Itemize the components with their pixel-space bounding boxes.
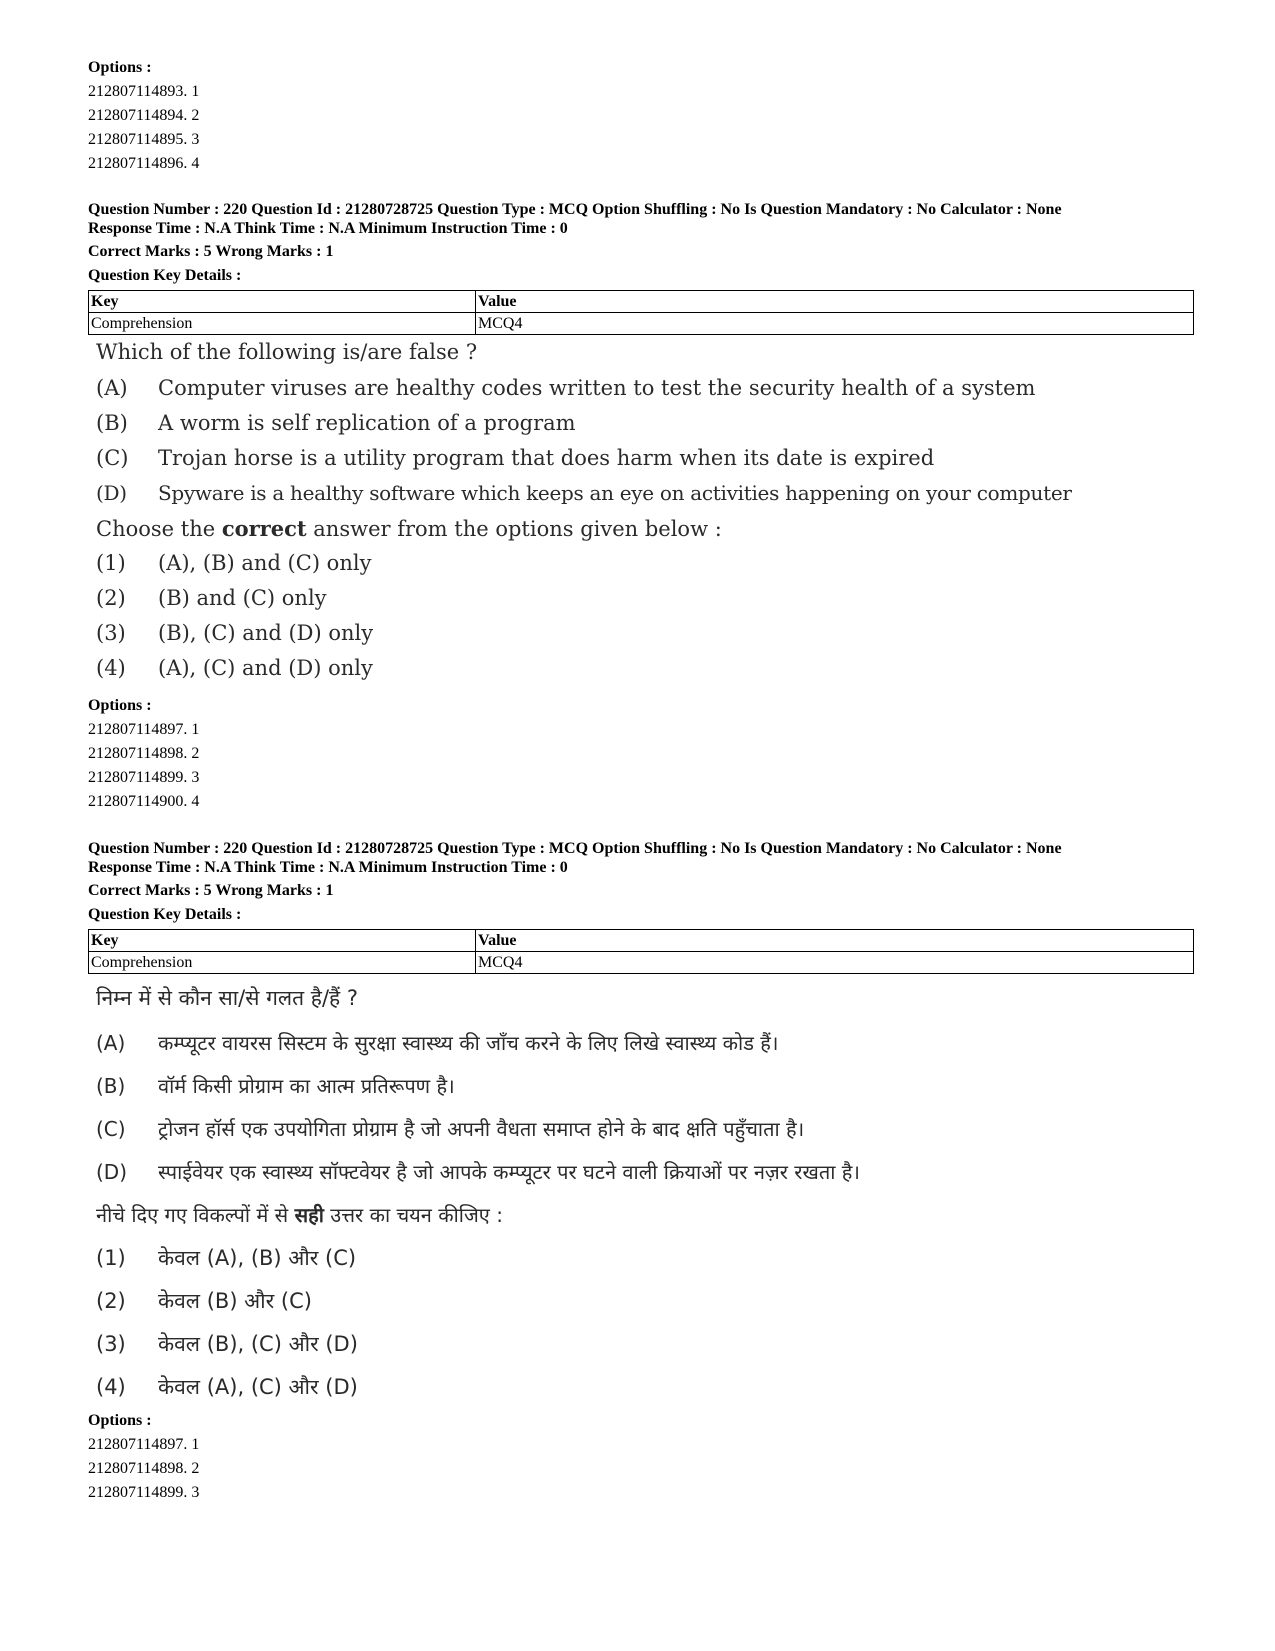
statement-label: (B) — [96, 1074, 126, 1098]
answer-label: (2) — [96, 586, 126, 610]
choose-text-bold: correct — [221, 516, 307, 541]
statement-label: (A) — [96, 376, 128, 400]
table-header-key: Key — [89, 930, 476, 952]
statement — [96, 1072, 455, 1099]
answer-choice — [96, 1244, 356, 1272]
marks-line: Correct Marks : 5 Wrong Marks : 1 — [88, 243, 334, 260]
option-item: 212807114900. 4 — [88, 793, 200, 810]
question-prompt: Which of the following is/are false ? — [96, 340, 478, 364]
answer-choice — [96, 1287, 312, 1315]
table-cell-key: Comprehension — [89, 313, 476, 335]
answer-text: (A), (B) and (C) only — [158, 551, 372, 575]
options-list — [88, 694, 199, 814]
statement-text: A worm is self replication of a program — [158, 411, 576, 435]
statement-text: वॉर्म किसी प्रोग्राम का आत्म प्रतिरूपण है। — [158, 1074, 455, 1098]
statement-label: (B) — [96, 411, 128, 435]
meta-line-1: Question Number : 220 Question Id : 21280728725 Question Type : MCQ Option Shuffling : No Is Question Mandatory : No Calculator : None — [88, 201, 1062, 218]
marks-line: Correct Marks : 5 Wrong Marks : 1 — [88, 882, 334, 899]
answer-text: केवल (B) और (C) — [158, 1289, 312, 1313]
statement-text: Computer viruses are healthy codes written to test the security health of a system — [158, 376, 1036, 400]
statement — [96, 1029, 778, 1056]
key-value-table — [88, 929, 1194, 974]
key-details-label: Question Key Details : — [88, 906, 242, 923]
table-cell-value: MCQ4 — [476, 313, 1194, 335]
answer-text: (B), (C) and (D) only — [158, 621, 374, 645]
statement — [96, 1158, 860, 1185]
statement-text: Spyware is a healthy software which keeps an eye on activities happening on your computer — [158, 481, 1072, 505]
statement-label: (C) — [96, 1117, 126, 1141]
answer-label: (4) — [96, 656, 126, 680]
meta-line-2: Response Time : N.A Think Time : N.A Minimum Instruction Time : 0 — [88, 859, 568, 876]
question-image-english — [96, 340, 1206, 690]
table-header-value: Value — [476, 930, 1194, 952]
statement-label: (C) — [96, 446, 129, 470]
statement — [96, 446, 934, 470]
choose-instruction — [96, 1201, 503, 1228]
top-options — [88, 56, 199, 176]
answer-choice — [96, 551, 371, 575]
answer-choice — [96, 1330, 358, 1358]
choose-text-post: उत्तर का चयन कीजिए : — [323, 1203, 503, 1227]
answer-label: (2) — [96, 1289, 126, 1313]
table-header-key: Key — [89, 291, 476, 313]
table-cell-key: Comprehension — [89, 952, 476, 974]
statement-text: स्पाईवेयर एक स्वास्थ्य सॉफ्टवेयर है जो आपके कम्प्यूटर पर घटने वाली क्रियाओं पर नज़र रखता है। — [158, 1160, 860, 1184]
key-details-label: Question Key Details : — [88, 267, 242, 284]
option-item: 212807114899. 3 — [88, 1484, 200, 1501]
statement-text: Trojan horse is a utility program that does harm when its date is expired — [158, 446, 935, 470]
option-item: 212807114895. 3 — [88, 131, 200, 148]
answer-label: (1) — [96, 1246, 126, 1270]
key-value-table — [88, 290, 1194, 335]
answer-text: केवल (A), (C) और (D) — [158, 1375, 358, 1399]
option-item: 212807114894. 2 — [88, 107, 200, 124]
statement — [96, 481, 1072, 505]
meta-line-2: Response Time : N.A Think Time : N.A Minimum Instruction Time : 0 — [88, 220, 568, 237]
option-item: 212807114897. 1 — [88, 721, 200, 738]
table-header-row — [89, 930, 1194, 952]
option-item: 212807114897. 1 — [88, 1436, 200, 1453]
answer-choice — [96, 656, 373, 680]
statement-text: ट्रोजन हॉर्स एक उपयोगिता प्रोग्राम है जो अपनी वैधता समाप्त होने के बाद क्षति पहुँचाता है। — [158, 1117, 805, 1141]
table-header-row — [89, 291, 1194, 313]
option-item: 212807114899. 3 — [88, 769, 200, 786]
answer-label: (3) — [96, 1332, 126, 1356]
answer-choice — [96, 621, 373, 645]
statement — [96, 1115, 804, 1142]
question-meta — [88, 200, 1062, 238]
choose-text-pre: नीचे दिए गए विकल्पों में से — [96, 1203, 295, 1227]
options-label: Options : — [88, 697, 152, 714]
statement-label: (D) — [96, 1160, 128, 1184]
table-row — [89, 313, 1194, 335]
option-item: 212807114898. 2 — [88, 1460, 200, 1477]
answer-text: केवल (A), (B) और (C) — [158, 1246, 357, 1270]
statement-text: कम्प्यूटर वायरस सिस्टम के सुरक्षा स्वास्थ्य की जाँच करने के लिए लिखे स्वास्थ्य कोड हैं। — [158, 1031, 779, 1055]
table-header-value: Value — [476, 291, 1194, 313]
table-cell-value: MCQ4 — [476, 952, 1194, 974]
question-meta — [88, 839, 1062, 877]
answer-label: (4) — [96, 1375, 126, 1399]
table-row — [89, 952, 1194, 974]
answer-label: (3) — [96, 621, 126, 645]
option-item: 212807114893. 1 — [88, 83, 200, 100]
answer-text: केवल (B), (C) और (D) — [158, 1332, 358, 1356]
option-item: 212807114898. 2 — [88, 745, 200, 762]
meta-line-1: Question Number : 220 Question Id : 21280728725 Question Type : MCQ Option Shuffling : No Is Question Mandatory : No Calculator : None — [88, 840, 1062, 857]
option-item: 212807114896. 4 — [88, 155, 200, 172]
answer-choice — [96, 1373, 358, 1401]
choose-text-post: answer from the options given below : — [306, 517, 722, 541]
answer-label: (1) — [96, 551, 126, 575]
options-list — [88, 1409, 199, 1505]
answer-choice — [96, 586, 327, 610]
options-label: Options : — [88, 59, 152, 76]
statement — [96, 376, 1035, 400]
choose-text-bold: सही — [294, 1203, 324, 1227]
answer-text: (A), (C) and (D) only — [158, 656, 373, 680]
answer-text: (B) and (C) only — [158, 586, 327, 610]
statement-label: (A) — [96, 1031, 126, 1055]
question-prompt: निम्न में से कौन सा/से गलत है/हैं ? — [96, 986, 358, 1010]
choose-instruction — [96, 516, 722, 541]
options-label: Options : — [88, 1412, 152, 1429]
statement-label: (D) — [96, 481, 127, 505]
choose-text-pre: Choose the — [96, 517, 222, 541]
question-image-hindi — [96, 984, 1206, 1404]
statement — [96, 411, 576, 435]
